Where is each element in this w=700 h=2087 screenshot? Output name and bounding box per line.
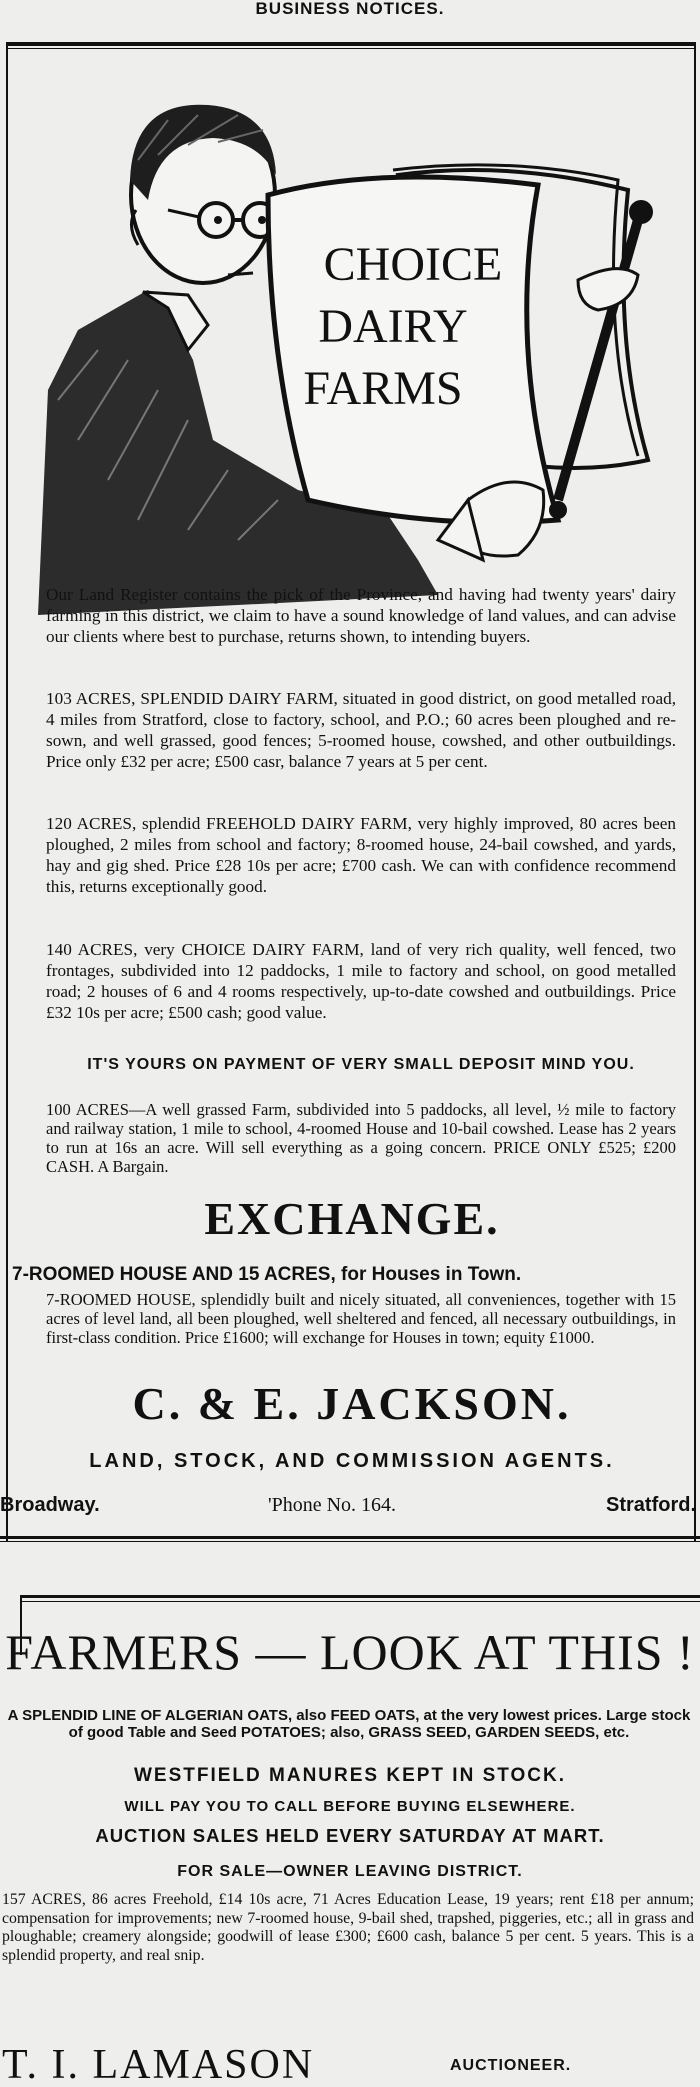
manures-notice: WESTFIELD MANURES KEPT IN STOCK. bbox=[133, 1765, 567, 1786]
eye bbox=[214, 216, 222, 224]
divider bbox=[22, 1601, 700, 1602]
exchange-body: 7-ROOMED HOUSE, splendidly built and nicely situated, all conveniences, together with 15 acres of level land, all been ploughed, well sheltered and fenced, all necessary outbuildings, in first-class condition. Price £1600; will exchange for Houses in town; equity £1000. bbox=[46, 1290, 676, 1347]
phone-number: 'Phone No. 164. bbox=[268, 1494, 397, 1516]
deposit-heading: IT'S YOURS ON PAYMENT OF VERY SMALL DEPOSIT MIND YOU. bbox=[87, 1056, 635, 1073]
divider bbox=[0, 1536, 700, 1539]
sign-text-dairy: DAIRY bbox=[318, 300, 468, 353]
upper-hand bbox=[578, 269, 638, 310]
oats-notice: A SPLENDID LINE OF ALGERIAN OATS, also FEED OATS, at the very lowest prices. Large stock of good Table and Seed POTATOES; also, GRASS SEED, GARDEN SEEDS, etc. bbox=[7, 1707, 691, 1741]
listing-120-acres: 120 ACRES, splendid FREEHOLD DAIRY FARM, very highly improved, 80 acres been ploughed, 2 miles from school and factory; 8-roomed house, 24-bail cowshed, and yards, hay and gig shed. Price £28 10s per acre; £700 cash. We can with confidence recommend this, returns exceptionally good. bbox=[46, 814, 676, 896]
section-header: BUSINESS NOTICES. bbox=[255, 0, 445, 18]
rod-knob bbox=[629, 200, 653, 224]
auction-notice: AUCTION SALES HELD EVERY SATURDAY AT MART. bbox=[95, 1825, 605, 1846]
eye bbox=[258, 216, 266, 224]
divider bbox=[0, 1541, 700, 1542]
exchange-subheading: 7-ROOMED HOUSE AND 15 ACRES, for Houses in Town. bbox=[12, 1264, 522, 1285]
exchange-heading: EXCHANGE. bbox=[204, 1193, 500, 1244]
for-sale-heading: FOR SALE—OWNER LEAVING DISTRICT. bbox=[177, 1863, 523, 1880]
jackson-advertisement bbox=[0, 42, 696, 1540]
listing-140-acres: 140 ACRES, very CHOICE DAIRY FARM, land of very rich quality, well fenced, two frontages, subdivided into 12 paddocks, 1 mile to factory and school, on good metalled road; 2 houses of 6 and 4 rooms respectively, up-to-date cowshed and outbuildings. Price £32 10s per acre; £500 cash; good value. bbox=[46, 940, 676, 1022]
farmers-heading: FARMERS — LOOK AT THIS ! bbox=[5, 1624, 695, 1680]
man-with-sign-illustration bbox=[38, 60, 688, 620]
firm-role: LAND, STOCK, AND COMMISSION AGENTS. bbox=[89, 1450, 615, 1472]
divider bbox=[22, 1595, 700, 1598]
lamason-advertisement bbox=[0, 1555, 700, 2087]
mouth bbox=[228, 273, 253, 275]
address-right: Stratford. bbox=[606, 1494, 696, 1516]
will-pay-notice: WILL PAY YOU TO CALL BEFORE BUYING ELSEWHERE. bbox=[124, 1798, 576, 1815]
listing-103-acres: 103 ACRES, SPLENDID DAIRY FARM, situated in good district, on good metalled road, 4 miles from Stratford, close to factory, school, and P.O.; 60 acres been ploughed and re-sown, and well grassed, good fences; 5-roomed house, cowshed, and other outbuildings. Price only £32 per acre; £500 casr, balance 7 years at 5 per cent. bbox=[46, 689, 676, 771]
sign-text-farms: FARMS bbox=[303, 362, 463, 415]
sign-text-choice: CHOICE bbox=[323, 238, 503, 291]
intro-paragraph: Our Land Register contains the pick of the Province, and having had twenty years' dairy farming in this district, we claim to have a sound knowledge of land values, and can advise our clients where best to purchase, returns shown, to intending buyers. bbox=[46, 585, 676, 646]
listing-157-acres: 157 ACRES, 86 acres Freehold, £14 10s acre, 71 Acres Education Lease, 19 years; rent £18 per annum; compensation for improvements; new 7-roomed house, 9-bail shed, trapshed, piggeries, etc.; all in grass and ploughable; creamery alongside; goodwill of lease £300; £600 cash, balance 5 per cent. 5 years. This is a splendid property, and real snip. bbox=[2, 1891, 694, 1964]
address-left: Broadway. bbox=[0, 1494, 100, 1516]
lamason-name: T. I. LAMASON bbox=[2, 2042, 315, 2087]
rod-end bbox=[549, 501, 567, 519]
firm-name: C. & E. JACKSON. bbox=[132, 1378, 572, 1429]
listing-100-acres: 100 ACRES—A well grassed Farm, subdivided into 5 paddocks, all level, ½ mile to factory and railway station, 1 mile to school, 4-roomed House and 10-bail cowshed. Lease has 2 years to run at 16s an acre. Will sell everything as a going concern. PRICE ONLY £525; £200 CASH. A Bargain. bbox=[46, 1100, 676, 1176]
lamason-role: AUCTIONEER. bbox=[450, 2057, 572, 2074]
